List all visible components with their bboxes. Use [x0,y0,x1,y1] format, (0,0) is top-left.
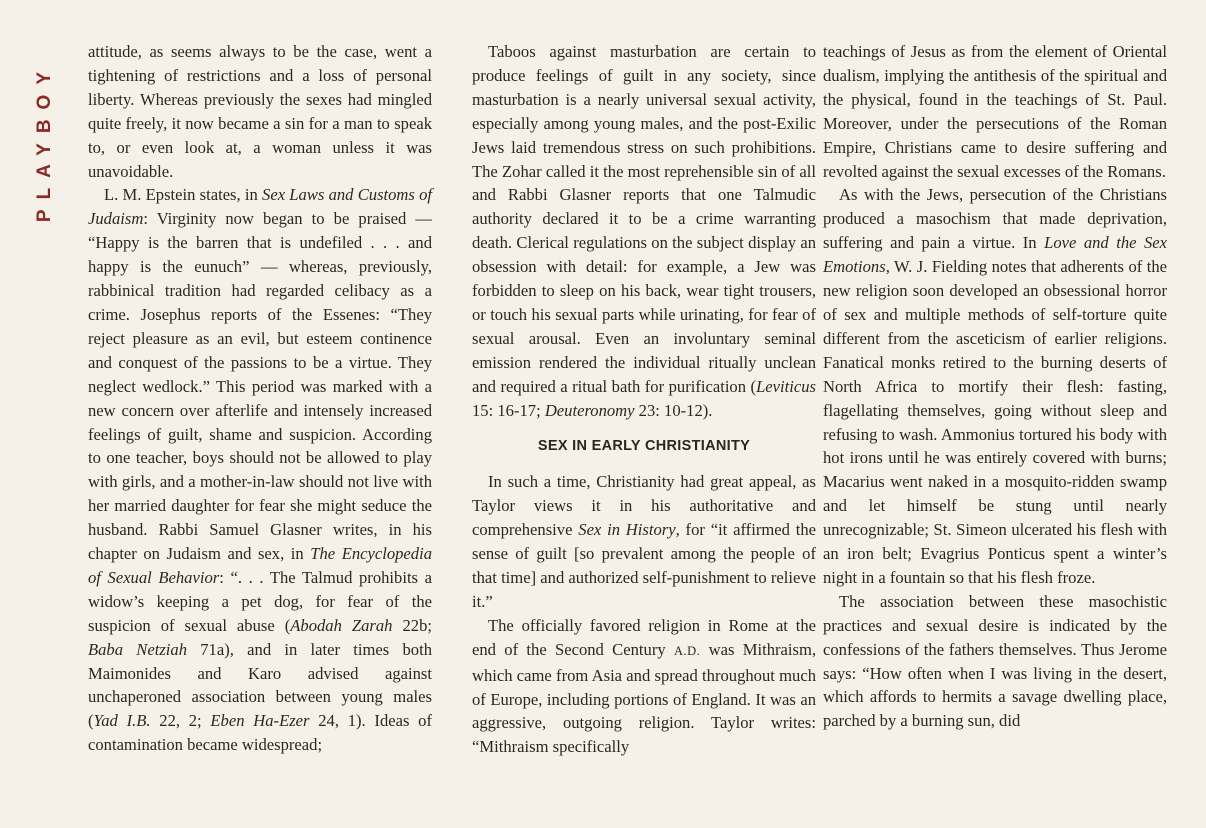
text-column-1 [88,40,432,757]
section-subheading: SEX IN EARLY CHRISTIANITY [537,437,751,454]
paragraph: The association between these masochistic practices and sexual desire is indicated by the confessions of the fathers themselves. Thus Jerome says: “How often when I was living in the desert, which affords to hermits a savage dwelling place, parched by a burning sun, did [823,591,1167,731]
book-title: Love and the Sex Emotions [823,233,1167,277]
book-title: Sex Laws and Customs of Judaism [88,185,433,229]
paragraph: teachings of Jesus as from the element of Oriental dualism, implying the antithesis of the spiritual and the physical, found in the teachings of St. Paul. Moreover, under the persecutions of the Roman Empire, Christians came to desire suffering and revolted against the sexual excesses of the Romans. [823,42,1167,181]
paragraph: Taboos against masturbation are certain to produce feelings of guilt in any society, since masturbation is a nearly universal sexual activity, especially among young males, and the post-Exilic Jews laid tremendous stress on such prohibitions. The Zohar called it the most reprehensible sin of all and Rabbi Glasner reports that one Talmudic authority declared it to be a crime warranting death. Clerical regulations on the subject display an obsession with detail: for example, a Jew was forbidden to sleep on his back, wear tight trousers, or touch his sexual parts while urinating, for fear of sexual arousal. Even an involuntary seminal emission rendered the individual ritually unclean and required a ritual bath for purification (Leviticus 15: 16-17; Deuteronomy 23: 10-12). [472,42,816,420]
citation-title: Eben Ha-Ezer [210,711,310,731]
citation-title: Abodah Zarah [290,615,393,635]
paragraph: The officially favored religion in Rome at the end of the Second Century A.D. was Mithraism, which came from Asia and spread throughout much of Europe, including portions of England. It was an aggressive, outgoing religion. Taylor writes: “Mithraism specifically [472,615,817,757]
text-column-2 [472,40,816,759]
citation-title: Leviticus [756,376,816,396]
paragraph: L. M. Epstein states, in Sex Laws and Customs of Judaism: Virginity now began to be praised — “Happy is the barren that is undefiled . . . and happy is the eunuch” — whereas, previously, rabbinical tradition had regarded celibacy as a crime. Josephus reports of the Essenes: “They reject pleasure as an evil, but esteem continence and conquest of the passions to be a virtue. They neglect wedlock.” This period was marked with a new concern over afterlife and intensely increased feelings of guilt, shame and suspicion. According to one teacher, boys should not be allowed to play with girls, and a mother-in-law should not live with her married daughter for fear she might seduce the husband. Rabbi Samuel Glasner writes, in his chapter on Judaism and sex, in The Encyclopedia of Sexual Behavior: “. . . The Talmud prohibits a widow’s keeping a pet dog, for fear of the suspicion of sexual abuse (Abodah Zarah 22b; Baba Netziah 71a), and in later times both Maimonides and Karo advised against unchaperoned association between young males (Yad I.B. 22, 2; Eben Ha-Ezer 24, 1). Ideas of contamination became widespread; [88,185,433,755]
citation-title: Baba Netziah [88,639,187,659]
era-abbrev: A.D. [673,643,701,658]
paragraph: In such a time, Christianity had great appeal, as Taylor views it in his authoritative and comprehensive Sex in History, for “it affirmed the sense of guilt [so prevalent among the people of that time] and authorized self-punishment to relieve it.” [472,472,816,611]
paragraph: As with the Jews, persecution of the Christians produced a masochism that made deprivation, suffering and pain a virtue. In Love and the Sex Emotions, W. J. Fielding notes that adherents of the new religion soon developed an obsessional horror of sex and multiple methods of self-torture quite different from the asceticism of earlier religions. Fanatical monks retired to the burning deserts of North Africa to mortify their flesh: fasting, flagellating themselves, going without sleep and refusing to wash. Ammonius tortured his body with hot irons until he was entirely covered with burns; Macarius went naked in a mosquito-ridden swamp and let himself be stung until nearly unrecognizable; St. Simeon ulcerated his flesh with an iron belt; Evagrius Ponticus spent a winter’s night in a fountain so that his flesh froze. [823,185,1167,587]
text-column-3 [823,40,1167,733]
citation-title: Deuteronomy [544,400,635,420]
book-title: Sex in History [578,520,676,540]
book-title: The Encyclopedia of Sexual Behavior [88,544,432,587]
citation-title: Yad I.B. [93,711,151,731]
masthead-logo: PLAYBOY [34,62,55,223]
paragraph: attitude, as seems always to be the case, went a tightening of restrictions and a loss of personal liberty. Whereas previously the sexes had mingled quite freely, it now became a sin for a man to speak to, or even look at, a woman unless it was unavoidable. [88,42,432,181]
